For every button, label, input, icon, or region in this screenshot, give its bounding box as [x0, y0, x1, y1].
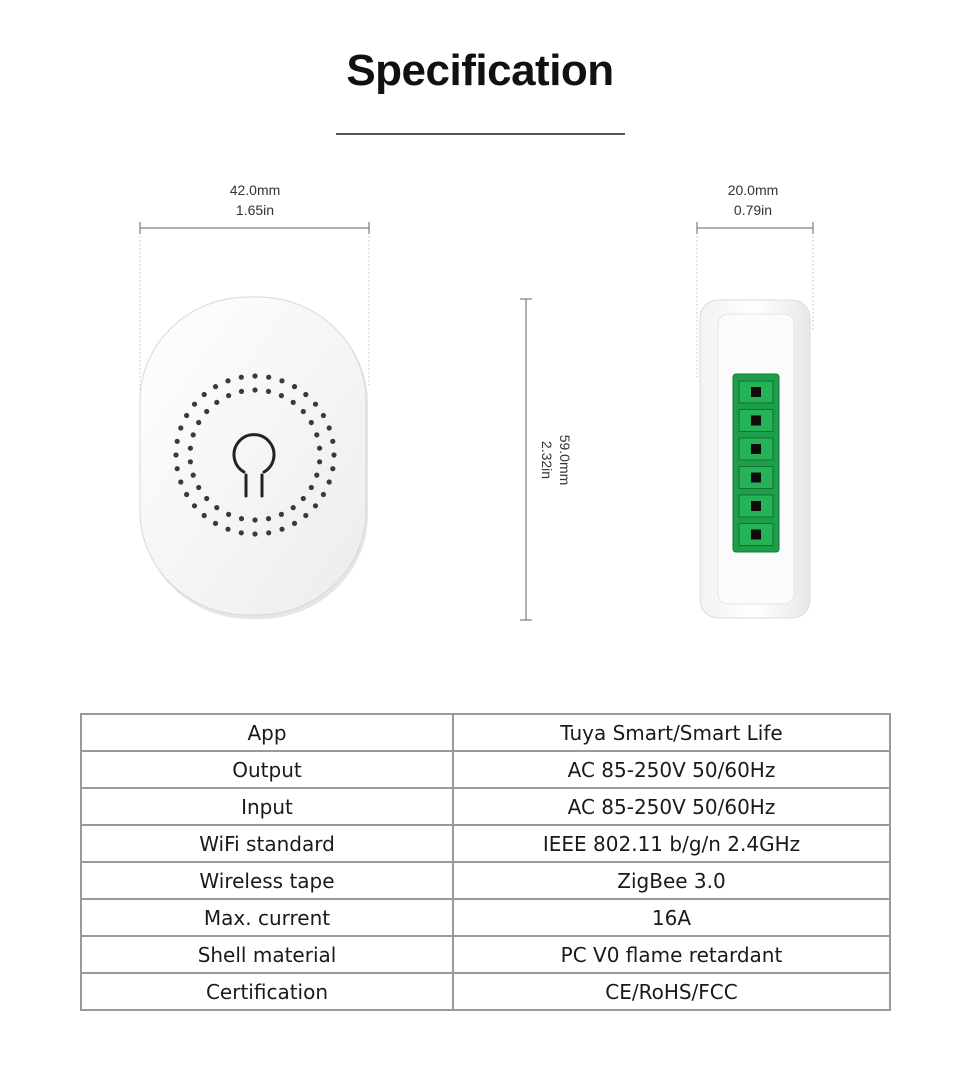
vent-hole: [292, 384, 297, 389]
spec-value: IEEE 802.11 b/g/n 2.4GHz: [453, 825, 890, 862]
side-width-mm: 20.0mm: [727, 182, 779, 198]
terminal-screw-hole: [751, 387, 761, 397]
spec-key: Max. current: [81, 899, 453, 936]
vent-hole: [214, 505, 219, 510]
vent-hole: [252, 517, 257, 522]
terminal-screw-hole: [751, 530, 761, 540]
vent-hole: [178, 479, 183, 484]
spec-value: PC V0 flame retardant: [453, 936, 890, 973]
vent-hole: [291, 400, 296, 405]
vent-hole: [327, 425, 332, 430]
vent-hole: [314, 432, 319, 437]
vent-hole: [239, 389, 244, 394]
vent-hole: [213, 521, 218, 526]
vent-hole: [314, 473, 319, 478]
vent-hole: [192, 503, 197, 508]
vent-hole: [225, 527, 230, 532]
spec-row: [81, 751, 890, 788]
vent-hole: [239, 516, 244, 521]
spec-value: Tuya Smart/Smart Life: [453, 714, 890, 751]
vent-hole: [175, 466, 180, 471]
vent-hole: [192, 402, 197, 407]
terminal-screw-hole: [751, 473, 761, 483]
vent-hole: [175, 439, 180, 444]
vent-hole: [301, 496, 306, 501]
vent-hole: [303, 392, 308, 397]
spec-row: [81, 825, 890, 862]
vent-hole: [226, 393, 231, 398]
vent-hole: [313, 402, 318, 407]
vent-hole: [196, 420, 201, 425]
vent-hole: [279, 512, 284, 517]
spec-row: [81, 936, 890, 973]
spec-key: App: [81, 714, 453, 751]
vent-hole: [321, 413, 326, 418]
vent-hole: [266, 389, 271, 394]
spec-key: WiFi standard: [81, 825, 453, 862]
vent-hole: [184, 413, 189, 418]
vent-hole: [188, 446, 193, 451]
vent-hole: [309, 485, 314, 490]
spec-value: ZigBee 3.0: [453, 862, 890, 899]
vent-hole: [178, 425, 183, 430]
front-width-mm: 42.0mm: [229, 182, 281, 198]
vent-hole: [313, 503, 318, 508]
vent-hole: [213, 384, 218, 389]
spec-row: [81, 862, 890, 899]
vent-hole: [292, 521, 297, 526]
vent-hole: [191, 473, 196, 478]
spec-value: 16A: [453, 899, 890, 936]
terminal-block: [733, 374, 779, 552]
vent-hole: [225, 378, 230, 383]
vent-hole: [252, 531, 257, 536]
height-mm: 59.0mm: [557, 434, 573, 486]
vent-hole: [266, 516, 271, 521]
height-in: 2.32in: [539, 440, 555, 480]
vent-hole: [226, 512, 231, 517]
vent-hole: [327, 479, 332, 484]
vent-hole: [188, 459, 193, 464]
vent-hole: [202, 392, 207, 397]
vent-hole: [173, 452, 178, 457]
vent-hole: [309, 420, 314, 425]
vent-hole: [317, 446, 322, 451]
vent-hole: [321, 492, 326, 497]
vent-hole: [301, 409, 306, 414]
vent-hole: [214, 400, 219, 405]
vent-hole: [266, 530, 271, 535]
spec-row: [81, 788, 890, 825]
vent-hole: [204, 496, 209, 501]
spec-row: [81, 714, 890, 751]
page-title: Specification: [346, 46, 614, 95]
spec-table: [80, 713, 891, 1011]
side-width-in: 0.79in: [733, 202, 773, 218]
spec-value: AC 85-250V 50/60Hz: [453, 751, 890, 788]
device-side-view: [700, 300, 810, 618]
vent-hole: [239, 375, 244, 380]
vent-hole: [330, 439, 335, 444]
spec-value: CE/RoHS/FCC: [453, 973, 890, 1010]
terminal-screw-hole: [751, 501, 761, 511]
vent-hole: [303, 513, 308, 518]
vent-hole: [204, 409, 209, 414]
spec-key: Certification: [81, 973, 453, 1010]
terminal-screw-hole: [751, 444, 761, 454]
vent-hole: [184, 492, 189, 497]
spec-key: Shell material: [81, 936, 453, 973]
vent-hole: [191, 432, 196, 437]
vent-hole: [330, 466, 335, 471]
vent-hole: [252, 373, 257, 378]
vent-hole: [291, 505, 296, 510]
spec-row: [81, 973, 890, 1010]
vent-hole: [202, 513, 207, 518]
spec-key: Input: [81, 788, 453, 825]
device-front-view: [140, 297, 368, 619]
spec-row: [81, 899, 890, 936]
vent-hole: [252, 387, 257, 392]
front-width-in: 1.65in: [235, 202, 275, 218]
vent-hole: [196, 485, 201, 490]
height-dimension-line: [520, 299, 532, 620]
terminal-screw-hole: [751, 416, 761, 426]
vent-hole: [331, 452, 336, 457]
vent-hole: [279, 378, 284, 383]
spec-key: Output: [81, 751, 453, 788]
vent-hole: [266, 375, 271, 380]
vent-hole: [239, 530, 244, 535]
vent-hole: [279, 527, 284, 532]
vent-hole: [317, 459, 322, 464]
spec-value: AC 85-250V 50/60Hz: [453, 788, 890, 825]
vent-hole: [279, 393, 284, 398]
spec-key: Wireless tape: [81, 862, 453, 899]
